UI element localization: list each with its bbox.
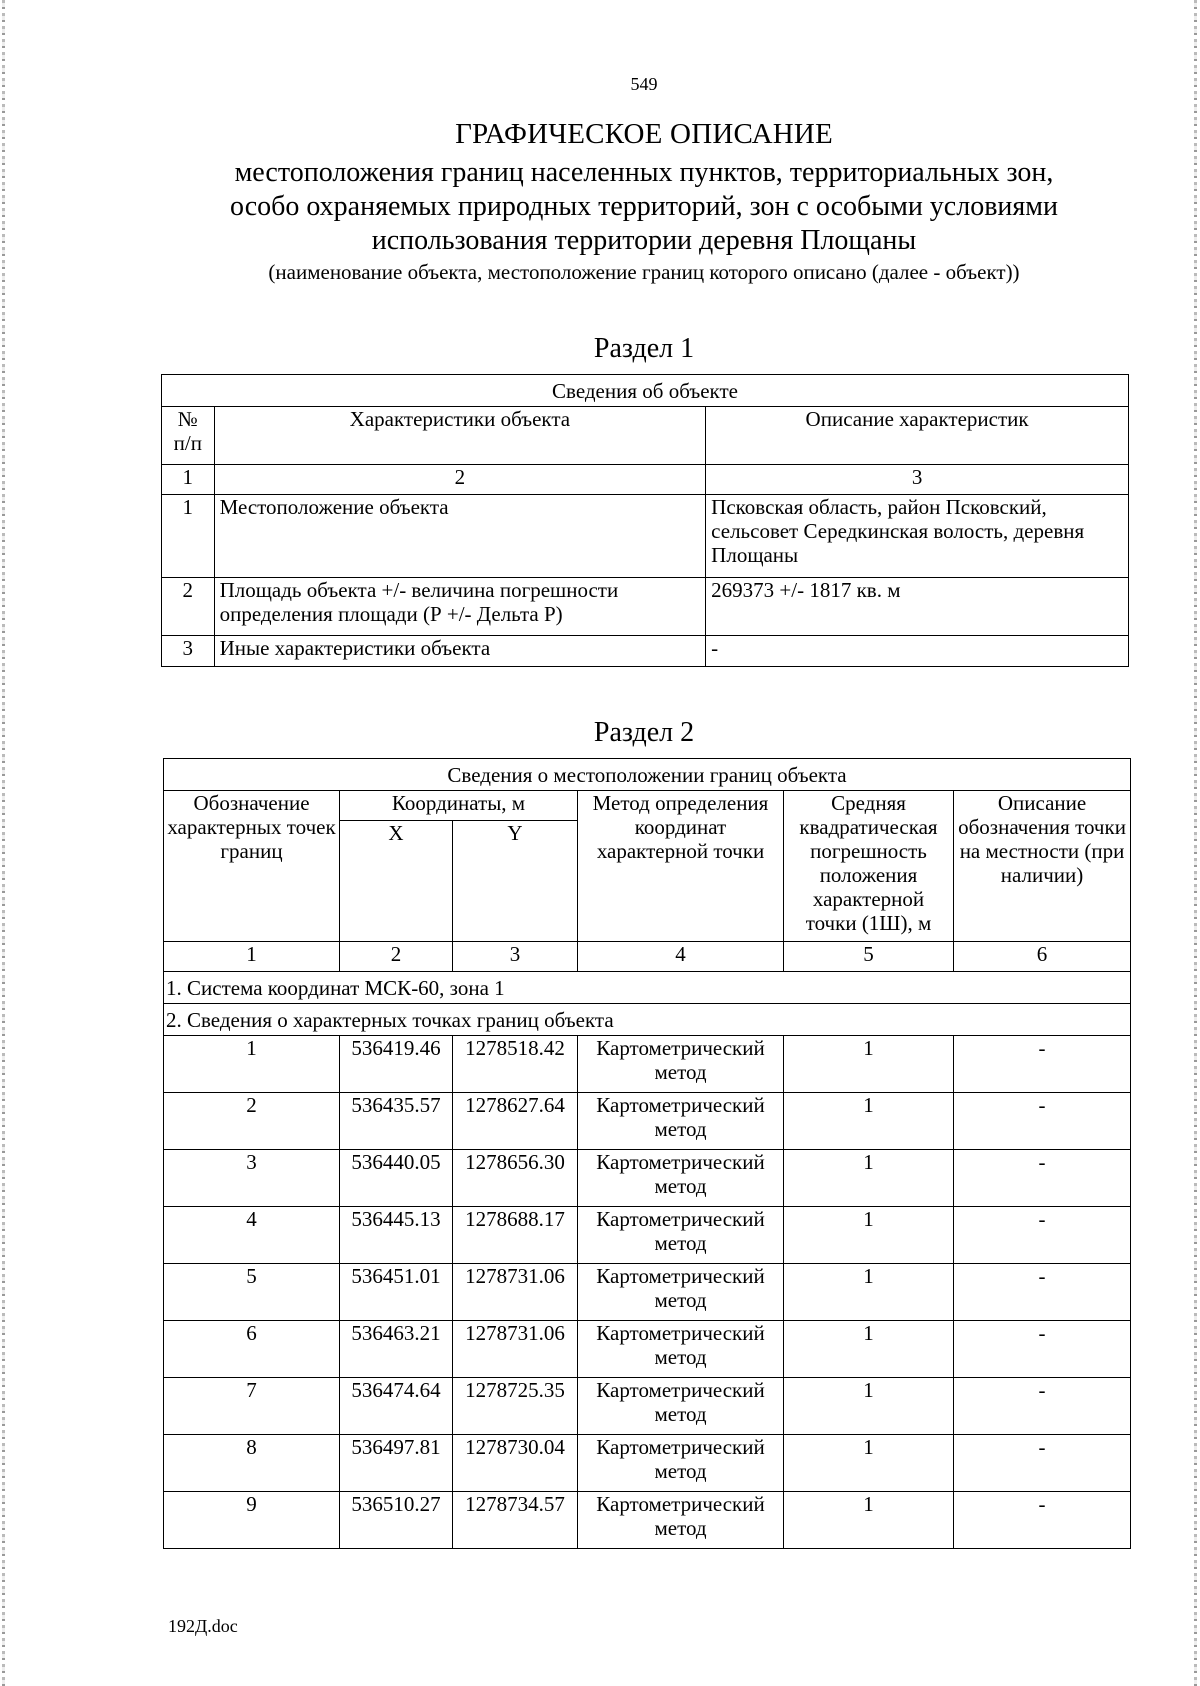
header-description: Описание характеристик (706, 407, 1129, 465)
point-description: - (954, 1492, 1131, 1549)
point-error: 1 (784, 1036, 954, 1093)
point-error: 1 (784, 1150, 954, 1207)
characteristic-cell: Иные характеристики объекта (214, 636, 706, 667)
point-error: 1 (784, 1492, 954, 1549)
header-num: № п/п (162, 407, 215, 465)
point-method: Картометрический метод (578, 1036, 784, 1093)
header-description: Описание обозначения точки на местности (при наличии) (954, 791, 1131, 942)
subtitle-line: местоположения границ населенных пунктов, территориальных зон, (234, 157, 1054, 188)
point-id: 1 (164, 1036, 340, 1093)
point-method: Картометрический метод (578, 1378, 784, 1435)
column-number: 2 (214, 465, 706, 495)
table-row (162, 578, 1129, 636)
point-description: - (954, 1207, 1131, 1264)
point-x: 536510.27 (340, 1492, 453, 1549)
document-subtitle (0, 156, 1200, 258)
point-error: 1 (784, 1435, 954, 1492)
object-name-note: (наименование объекта, местоположение границ которого описано (далее - объект)) (268, 260, 1020, 284)
point-y: 1278731.06 (453, 1264, 578, 1321)
point-y: 1278730.04 (453, 1435, 578, 1492)
header-x: X (340, 821, 453, 942)
point-x: 536451.01 (340, 1264, 453, 1321)
point-error: 1 (784, 1264, 954, 1321)
section2-title: Раздел 2 (593, 717, 695, 748)
table-row (164, 1093, 1131, 1150)
point-error: 1 (784, 1321, 954, 1378)
table-row (164, 1150, 1131, 1207)
row-number: 2 (162, 578, 215, 636)
point-x: 536445.13 (340, 1207, 453, 1264)
point-description: - (954, 1378, 1131, 1435)
boundary-points-table (163, 758, 1131, 1549)
header-characteristic: Характеристики объекта (214, 407, 706, 465)
description-cell: 269373 +/- 1817 кв. м (706, 578, 1129, 636)
column-number: 3 (453, 942, 578, 972)
header-y: Y (453, 821, 578, 942)
column-number: 3 (706, 465, 1129, 495)
point-description: - (954, 1036, 1131, 1093)
point-error: 1 (784, 1378, 954, 1435)
point-id: 7 (164, 1378, 340, 1435)
point-error: 1 (784, 1093, 954, 1150)
table1-caption: Сведения об объекте (162, 375, 1129, 407)
table-row (162, 495, 1129, 578)
column-number: 1 (164, 942, 340, 972)
point-id: 3 (164, 1150, 340, 1207)
description-cell: - (706, 636, 1129, 667)
point-description: - (954, 1264, 1131, 1321)
table-row (164, 1036, 1131, 1093)
point-description: - (954, 1435, 1131, 1492)
point-description: - (954, 1150, 1131, 1207)
point-method: Картометрический метод (578, 1093, 784, 1150)
description-cell: Псковская область, район Псковский, сельсовет Середкинская волость, деревня Площаны (706, 495, 1129, 578)
point-method: Картометрический метод (578, 1492, 784, 1549)
point-y: 1278688.17 (453, 1207, 578, 1264)
point-id: 4 (164, 1207, 340, 1264)
row-number: 1 (162, 495, 215, 578)
table-row (164, 1378, 1131, 1435)
point-method: Картометрический метод (578, 1264, 784, 1321)
point-id: 9 (164, 1492, 340, 1549)
point-method: Картометрический метод (578, 1207, 784, 1264)
object-info-table (161, 374, 1129, 667)
coordinate-system-row: 1. Система координат МСК-60, зона 1 (164, 972, 1131, 1004)
point-x: 536419.46 (340, 1036, 453, 1093)
page-number: 549 (630, 74, 658, 94)
section1-title: Раздел 1 (593, 333, 695, 364)
subtitle-line: использования территории деревня Площаны (371, 225, 917, 256)
characteristic-cell: Местоположение объекта (214, 495, 706, 578)
point-y: 1278656.30 (453, 1150, 578, 1207)
point-x: 536497.81 (340, 1435, 453, 1492)
header-method: Метод определения координат характерной точки (578, 791, 784, 942)
table-row (164, 1264, 1131, 1321)
table-row (164, 1207, 1131, 1264)
column-number: 4 (578, 942, 784, 972)
document-title: ГРАФИЧЕСКОЕ ОПИСАНИЕ (455, 118, 833, 150)
footer-filename: 192Д.doc (168, 1616, 238, 1636)
row-number: 3 (162, 636, 215, 667)
point-id: 8 (164, 1435, 340, 1492)
points-caption-row: 2. Сведения о характерных точках границ объекта (164, 1004, 1131, 1036)
point-method: Картометрический метод (578, 1435, 784, 1492)
column-number: 6 (954, 942, 1131, 972)
table-row (164, 1321, 1131, 1378)
point-id: 5 (164, 1264, 340, 1321)
point-x: 536474.64 (340, 1378, 453, 1435)
point-x: 536435.57 (340, 1093, 453, 1150)
point-x: 536463.21 (340, 1321, 453, 1378)
point-y: 1278725.35 (453, 1378, 578, 1435)
column-number: 1 (162, 465, 215, 495)
point-error: 1 (784, 1207, 954, 1264)
point-y: 1278518.42 (453, 1036, 578, 1093)
header-point-designation: Обозначение характерных точек границ (164, 791, 340, 942)
header-error: Средняя квадратическая погрешность положения характерной точки (1Ш), м (784, 791, 954, 942)
table-row (164, 1435, 1131, 1492)
table-row (162, 636, 1129, 667)
column-number: 2 (340, 942, 453, 972)
point-id: 2 (164, 1093, 340, 1150)
point-description: - (954, 1093, 1131, 1150)
point-method: Картометрический метод (578, 1321, 784, 1378)
subtitle-line: особо охраняемых природных территорий, зон с особыми условиями (230, 191, 1058, 222)
point-method: Картометрический метод (578, 1150, 784, 1207)
point-y: 1278627.64 (453, 1093, 578, 1150)
table2-caption: Сведения о местоположении границ объекта (164, 759, 1131, 791)
characteristic-cell: Площадь объекта +/- величина погрешности определения площади (Р +/- Дельта Р) (214, 578, 706, 636)
point-x: 536440.05 (340, 1150, 453, 1207)
point-id: 6 (164, 1321, 340, 1378)
point-y: 1278731.06 (453, 1321, 578, 1378)
header-coordinates: Координаты, м (340, 791, 578, 821)
column-number: 5 (784, 942, 954, 972)
point-y: 1278734.57 (453, 1492, 578, 1549)
point-description: - (954, 1321, 1131, 1378)
table-row (164, 1492, 1131, 1549)
